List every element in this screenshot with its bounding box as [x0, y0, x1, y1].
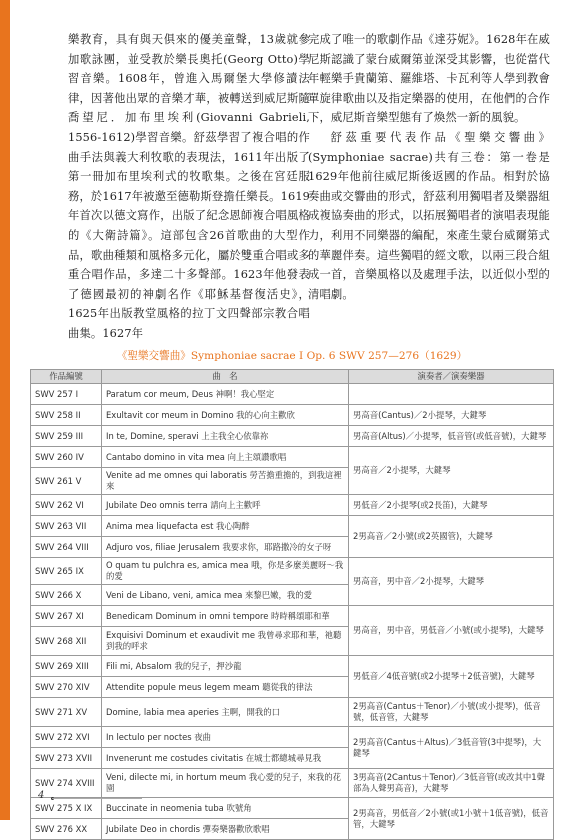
table-row — [31, 606, 554, 627]
table-row — [31, 769, 554, 798]
work-title-cell: Veni de Libano, veni, amica mea 來黎巴嫩，我的愛 — [102, 585, 349, 606]
performers-cell: 2男高音(Cantus＋Altus)／3低音管(3中提琴)，大鍵琴 — [349, 727, 554, 769]
performers-cell: 2男高音／2小號(或2英國管)，大鍵琴 — [349, 516, 554, 558]
work-title-cell: Domine, labia mea aperies 主啊，開我的口 — [102, 698, 349, 727]
header-title: 曲 名 — [102, 370, 349, 384]
table-row — [31, 426, 554, 447]
work-title-cell: Jubilate Deo omnis terra 請向上主歡呼 — [102, 495, 349, 516]
performers-cell: 男低音／2小提琴(或2長笛)，大鍵琴 — [349, 495, 554, 516]
body-paragraph: 完成了唯一的歌劇作品《達芬妮》。1628年在威尼斯認識了蒙台威爾第並深受其影響，也從當代年輕樂手貴蘭第、羅維塔、卡瓦利等人學到教會單旋律歌曲以及指定樂器的使用，在他們的合作下，威尼斯音樂型態有了煥然一新的風貌。 — [308, 33, 550, 125]
work-number-cell: SWV 260 IV — [31, 447, 102, 468]
work-title-cell: Invenerunt me costudes civitatis 在城士都總城尋見我 — [102, 748, 349, 769]
work-title-cell: Anima mea liquefacta est 我心陶醉 — [102, 516, 349, 537]
left-text-column — [68, 30, 310, 344]
performers-cell: 2男高音(Cantus＋Tenor)／小號(或小提琴)，低音號，低音管，大鍵琴 — [349, 698, 554, 727]
performers-cell: 男高音，男中音，男低音／小號(或小提琴)，大鍵琴 — [349, 606, 554, 656]
work-title-cell: Venite ad me omnes qui laboratis 勞苦擔重擔的，到我這裡來 — [102, 468, 349, 495]
work-number-cell: SWV 263 VII — [31, 516, 102, 537]
work-title-cell: O quam tu pulchra es, amica mea 哦，你是多麼美麗呀～我的愛 — [102, 558, 349, 585]
table-row — [31, 447, 554, 468]
work-title-cell: Veni, dilecte mi, in hortum meum 我心愛的兒子，來我的花園 — [102, 769, 349, 798]
work-title-cell: Exquisivi Dominum et exaudivit me 我曾尋求耶和華，祂聽到我的呼求 — [102, 627, 349, 656]
work-title-cell: Buccinate in neomenia tuba 吹號角 — [102, 798, 349, 819]
table-row — [31, 558, 554, 585]
work-number-cell: SWV 257 I — [31, 384, 102, 405]
side-accent-bar — [0, 0, 10, 820]
works-table — [30, 369, 554, 840]
work-number-cell: SWV 261 V — [31, 468, 102, 495]
table-row — [31, 698, 554, 727]
work-title-cell: Cantabo domino in vita mea 向上主頌讚歌唱 — [102, 447, 349, 468]
table-row — [31, 656, 554, 677]
work-number-cell: SWV 271 XV — [31, 698, 102, 727]
work-number-cell: SWV 273 XVII — [31, 748, 102, 769]
work-number-cell: SWV 275 X IX — [31, 798, 102, 819]
work-number-cell: SWV 267 XI — [31, 606, 102, 627]
work-title-cell: In te, Domine, speravi 上主我全心依靠祢 — [102, 426, 349, 447]
work-number-cell: SWV 262 VI — [31, 495, 102, 516]
performers-cell: 男低音／4低音號(或2小提琴＋2低音號)，大鍵琴 — [349, 656, 554, 698]
work-number-cell: SWV 268 XII — [31, 627, 102, 656]
table-header-row — [31, 370, 554, 384]
work-title-cell: In lectulo per noctes 夜曲 — [102, 727, 349, 748]
work-number-cell: SWV 272 XVI — [31, 727, 102, 748]
work-number-cell: SWV 258 II — [31, 405, 102, 426]
work-number-cell: SWV 259 III — [31, 426, 102, 447]
work-title-cell: Adjuro vos, filiae Jerusalem 我要求你，耶路撒冷的女子呀 — [102, 537, 349, 558]
performers-cell: 2男高音，男低音／2小號(或1小號＋1低音號)，低音管，大鍵琴 — [349, 798, 554, 840]
work-number-cell: SWV 270 XIV — [31, 677, 102, 698]
performers-cell: 3男高音(2Cantus＋Tenor)／3低音管(或改其中1聲部為人聲男高音)，大鍵琴 — [349, 769, 554, 798]
work-title-cell: Exultavit cor meum in Domino 我的心向主歡欣 — [102, 405, 349, 426]
right-text-column — [308, 30, 550, 304]
table-row — [31, 727, 554, 748]
work-number-cell: SWV 276 XX — [31, 819, 102, 840]
work-title-cell: Attendite popule meus legem meam 聽從我的律法 — [102, 677, 349, 698]
work-title-cell: Jubilate Deo in chordis 彈奏樂器歡欣歌唱 — [102, 819, 349, 840]
work-number-cell: SWV 274 XVIII — [31, 769, 102, 798]
work-title-cell: Paratum cor meum, Deus 神啊！我心堅定 — [102, 384, 349, 405]
table-row — [31, 384, 554, 405]
table-row — [31, 495, 554, 516]
performers-cell — [349, 384, 554, 405]
performers-cell: 男高音(Altus)／小提琴，低音管(或低音號)，大鍵琴 — [349, 426, 554, 447]
work-title-cell: Fili mi, Absalom 我的兒子，押沙龍 — [102, 656, 349, 677]
table-row — [31, 798, 554, 819]
header-work-number: 作品編號 — [31, 370, 102, 384]
work-number-cell: SWV 264 VIII — [31, 537, 102, 558]
table-row — [31, 405, 554, 426]
performers-cell: 男高音(Cantus)／2小提琴，大鍵琴 — [349, 405, 554, 426]
performers-cell: 男高音，男中音／2小提琴，大鍵琴 — [349, 558, 554, 606]
page-number: 4 — [38, 790, 45, 801]
body-paragraph: 樂教育，具有與天俱來的優美童聲，13歲就參加歌詠團，並受教於樂長奧托(Georg Otto)學習音樂。1608年，曾進入馬爾堡大學修讀法律，因著他出眾的音樂才華，被轉送到威尼斯隨喬望尼．加布里埃利(Giovanni Gabrieli, 1556-1612)學習音樂。舒茲學習了複合唱的作曲手法與義大利牧歌的表現法，1611年出版了第一冊加布里埃利式的牧歌集。之後在宮廷服務，於1617年被邀至德勒斯登擔任樂長。1619年首次以德文寫作，出版了紀念恩師複合唱風格的《大衛詩篇》。這部包含26首歌曲的大型作品，歌曲種類和風格多元化，屬於雙重合唱或多重合唱作品，多達二十多聲部。1623年他發表了德國最初的神劇名作《耶穌基督復活史》，1625年出版教堂風格的拉丁文四聲部宗教合唱曲集。1627年 — [68, 33, 310, 340]
table-caption: 《聖樂交響曲》Symphoniae sacrae I Op. 6 SWV 257—276（1629） — [116, 350, 468, 362]
work-number-cell: SWV 269 XIII — [31, 656, 102, 677]
performers-cell: 男高音／2小提琴，大鍵琴 — [349, 447, 554, 495]
work-title-cell: Benedicam Dominum in omni tempore 時時稱頌耶和華 — [102, 606, 349, 627]
header-performers: 演奏者／演奏樂器 — [349, 370, 554, 384]
footer-rule — [52, 798, 142, 799]
body-paragraph: 舒茲重要代表作品《聖樂交響曲》(Symphoniae sacrae)共有三卷：第一卷是1629年他前往威尼斯後返國的作品。相對於協奏曲或交響曲的形式，舒茲利用獨唱者及樂器組成複協奏曲的形式，以拓展獨唱者的演唱表現能力，利用不同樂器的編配，來產生蒙台威爾第式的華麗伴奏。這些獨唱的經文歌，以兩三段合組成一首，音樂風格以及處理手法，以近似小型的清唱劇。 — [308, 130, 550, 301]
table-row — [31, 516, 554, 537]
work-number-cell: SWV 266 X — [31, 585, 102, 606]
work-number-cell: SWV 265 IX — [31, 558, 102, 585]
